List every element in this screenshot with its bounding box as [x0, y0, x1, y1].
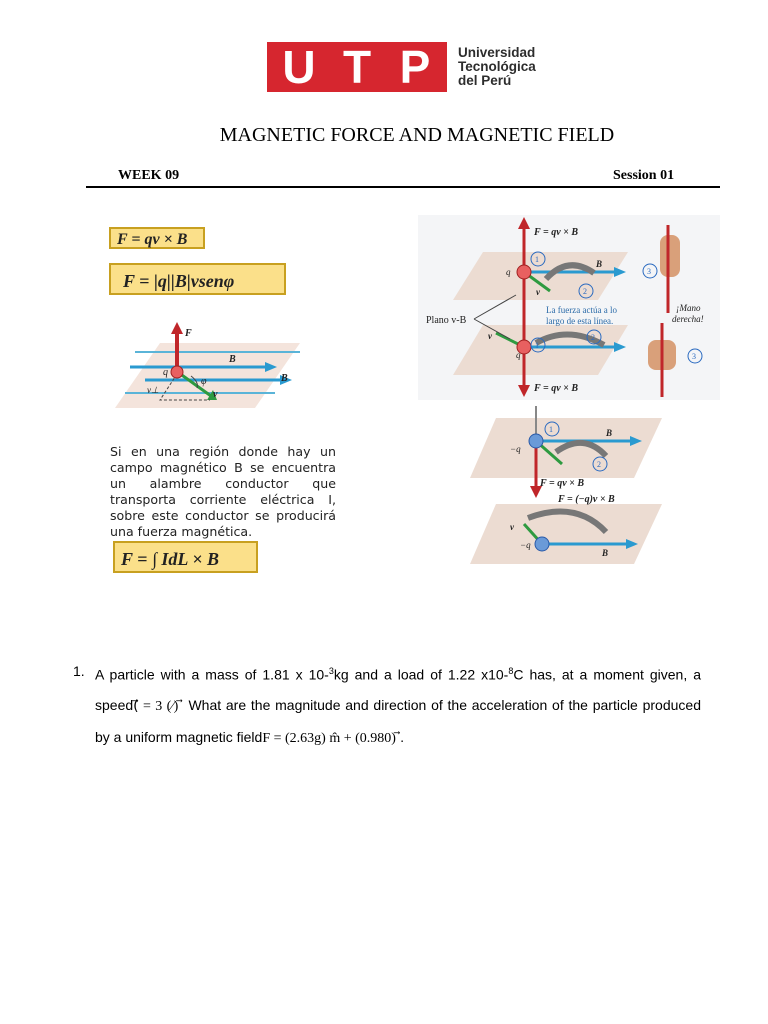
- problem-exp-b: 8: [508, 666, 514, 676]
- lower-plane: [453, 325, 628, 375]
- university-name-line3: del Perú: [458, 73, 512, 88]
- label-b-upper: B: [596, 259, 603, 269]
- top-formula: F = qv × B: [534, 227, 578, 238]
- problem-speed-expr: (⃗ = 3 (⁄) ⃗: [133, 698, 184, 714]
- header-rule: [86, 186, 720, 188]
- formula-conductor-force: F = ∫ IdL × B: [113, 541, 258, 573]
- neg-label-v-lower: v: [510, 522, 514, 532]
- force-arrow-head: [171, 322, 183, 334]
- problem-text-a: A particle with a mass of 1.81 x 10-: [95, 666, 329, 683]
- university-name: [458, 46, 536, 88]
- utp-logo: [267, 42, 447, 92]
- week-label: WEEK 09: [118, 168, 180, 183]
- problem-body: [95, 656, 701, 754]
- logo-letter-t: T: [342, 41, 372, 93]
- neg-charge-upper: [529, 434, 543, 448]
- neg-charge-lower: [535, 537, 549, 551]
- problem-text-c: C has, at a moment given, a speed: [95, 666, 702, 713]
- university-name-line2: Tecnológica: [458, 59, 536, 74]
- negative-charge-diagram: [466, 404, 666, 570]
- force-note-line2: largo de esta línea.: [546, 316, 614, 326]
- document-title: MAGNETIC FORCE AND MAGNETIC FIELD: [219, 124, 615, 146]
- label-q-upper: q: [506, 267, 511, 277]
- step2-lower: 2: [591, 333, 595, 342]
- hand-note-line1: ¡Mano: [676, 303, 701, 313]
- problem-text-d: What are the magnitude and direction of the acceleration of the particle produced by a uniform magnetic field: [95, 696, 701, 745]
- problem-field-expr: F = (2.63g) m̂ + (0.980) ⃗.: [262, 730, 404, 746]
- problem-number: 1.: [73, 663, 85, 679]
- formula-lorentz-vector: F = qv × B: [109, 227, 205, 249]
- neg-step2: 2: [597, 460, 601, 469]
- label-vperp: v⊥: [147, 385, 159, 395]
- problem-1: [73, 656, 701, 754]
- neg-label-b-lower: B: [602, 548, 609, 558]
- charge-upper: [517, 265, 531, 279]
- problem-text-b: kg and a load of 1.22 x10-: [333, 666, 509, 683]
- neg-label-q-upper: −q: [510, 444, 521, 454]
- plano-label: Plano v-B: [426, 315, 467, 326]
- label-q-lower: q: [516, 350, 521, 360]
- hand-upper: [660, 235, 680, 277]
- label-v-upper: v: [536, 287, 540, 297]
- neg-step1: 1: [549, 425, 553, 434]
- step1-lower: 1: [535, 341, 539, 350]
- step3-lower: 3: [692, 352, 696, 361]
- label-b2: B: [281, 373, 288, 384]
- charge-q: [171, 366, 183, 378]
- logo-letter-u: U: [282, 41, 316, 93]
- step3-upper: 3: [647, 267, 651, 276]
- right-hand-rule-diagram: [418, 215, 720, 400]
- label-f: F: [185, 328, 192, 339]
- formula-lorentz-magnitude: F = |q||B|vsenφ: [109, 263, 286, 295]
- conductor-description: Si en una región donde hay un campo magnético B se encuentra un alambre conductor que transporta corriente eléctrica I, sobre este conductor se producirá una fuerza magnética.: [110, 444, 336, 539]
- label-q: q: [163, 367, 168, 378]
- neg-formula2: F = (−q)v × B: [558, 494, 615, 505]
- hand-note-line2: derecha!: [672, 314, 704, 324]
- label-v-lower: v: [488, 331, 492, 341]
- force-note-line1: La fuerza actúa a lo: [546, 305, 617, 315]
- neg-label-b-upper: B: [606, 428, 613, 438]
- left-force-diagram: [105, 318, 305, 418]
- logo-letter-p: P: [399, 41, 431, 93]
- neg-formula1: F = qv × B: [540, 478, 584, 489]
- label-v: v: [213, 389, 218, 400]
- step1-upper: 1: [535, 255, 539, 264]
- bottom-formula: F = qv × B: [534, 383, 578, 394]
- neg-label-q-lower: −q: [520, 540, 531, 550]
- university-name-line1: Universidad: [458, 45, 536, 60]
- session-label: Session 01: [613, 168, 675, 183]
- label-b1: B: [229, 354, 236, 365]
- label-phi: φ: [201, 376, 207, 387]
- step2-upper: 2: [583, 287, 587, 296]
- problem-exp-a: 3: [328, 666, 334, 676]
